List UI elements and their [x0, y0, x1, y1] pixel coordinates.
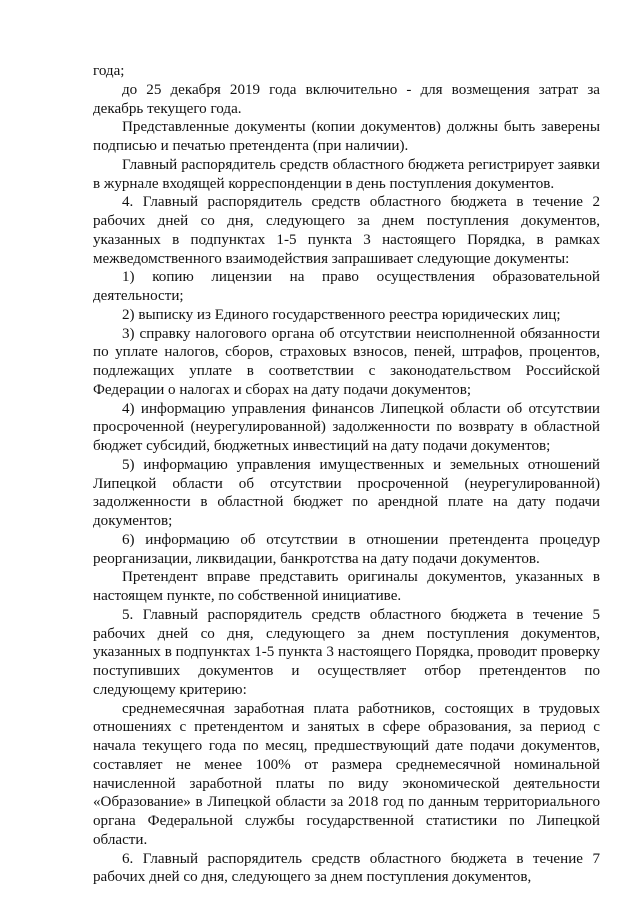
paragraph-year-end: года;: [93, 63, 125, 79]
paragraph-item-4: 4. Главный распорядитель средств областного бюджета в течение 2 рабочих дней со дня, следующего за днем поступления документов, указанных в подпунктах 1-5 пункта 3 настоящего Порядка, в рамках межведомственного взаимодействия запрашивает следующие документы:: [93, 194, 600, 267]
paragraph-subitem-4: 4) информацию управления финансов Липецкой области об отсутствии просроченной (неурегулированной) задолженности по возврату в областной бюджет субсидий, бюджетных инвестиций на дату подачи документов;: [93, 400, 600, 454]
paragraph-item-6: 6. Главный распорядитель средств областного бюджета в течение 7 рабочих дней со дня, следующего за днем поступления документов,: [93, 850, 600, 886]
paragraph-originals: Претендент вправе представить оригиналы документов, указанных в настоящем пункте, по собственной инициативе.: [93, 569, 600, 604]
paragraph-item-5: 5. Главный распорядитель средств областного бюджета в течение 5 рабочих дней со дня, следующего за днем поступления документов, указанных в подпунктах 1-5 пункта 3 настоящего Порядка, проводит проверку поступивших документов и осуществляет отбор претендентов по следующему критерию:: [93, 606, 600, 698]
paragraph-subitem-3: 3) справку налогового органа об отсутствии неисполненной обязанности по уплате налогов, сборов, страховых взносов, пеней, штрафов, процентов, подлежащих уплате в соответствии с законодательством Российской Федерации о налогах и сборах на дату подачи документов;: [93, 325, 600, 398]
paragraph-subitem-1: 1) копию лицензии на право осуществления образовательной деятельности;: [93, 269, 600, 304]
paragraph-salary-criterion: среднемесячная заработная плата работников, состоящих в трудовых отношениях с претендентом и занятых в сфере образования, за период с начала текущего года по месяц, предшествующий дате подачи документов, составляет не менее 100% от размера среднемесячной номинальной начисленной заработной платы по виду экономической деятельности «Образование» в Липецкой области за 2018 год по данным территориального органа Федеральной службы государственной статистики по Липецкой области.: [93, 700, 600, 848]
paragraph-subitem-6: 6) информацию об отсутствии в отношении претендента процедур реорганизации, ликвидации, банкротства на дату подачи документов.: [93, 531, 600, 567]
paragraph-december-deadline: до 25 декабря 2019 года включительно - для возмещения затрат за декабрь текущего года.: [93, 81, 600, 117]
paragraph-subitem-2: 2) выписку из Единого государственного реестра юридических лиц;: [122, 306, 561, 323]
paragraph-certification: Представленные документы (копии документов) должны быть заверены подписью и печатью претендента (при наличии).: [93, 119, 600, 154]
paragraph-registration: Главный распорядитель средств областного бюджета регистрирует заявки в журнале входящей корреспонденции в день поступления документов.: [93, 156, 600, 192]
paragraph-subitem-5: 5) информацию управления имущественных и земельных отношений Липецкой области об отсутствии просроченной (неурегулированной) задолженности в областной бюджет по арендной плате на дату подачи документов;: [93, 456, 600, 529]
